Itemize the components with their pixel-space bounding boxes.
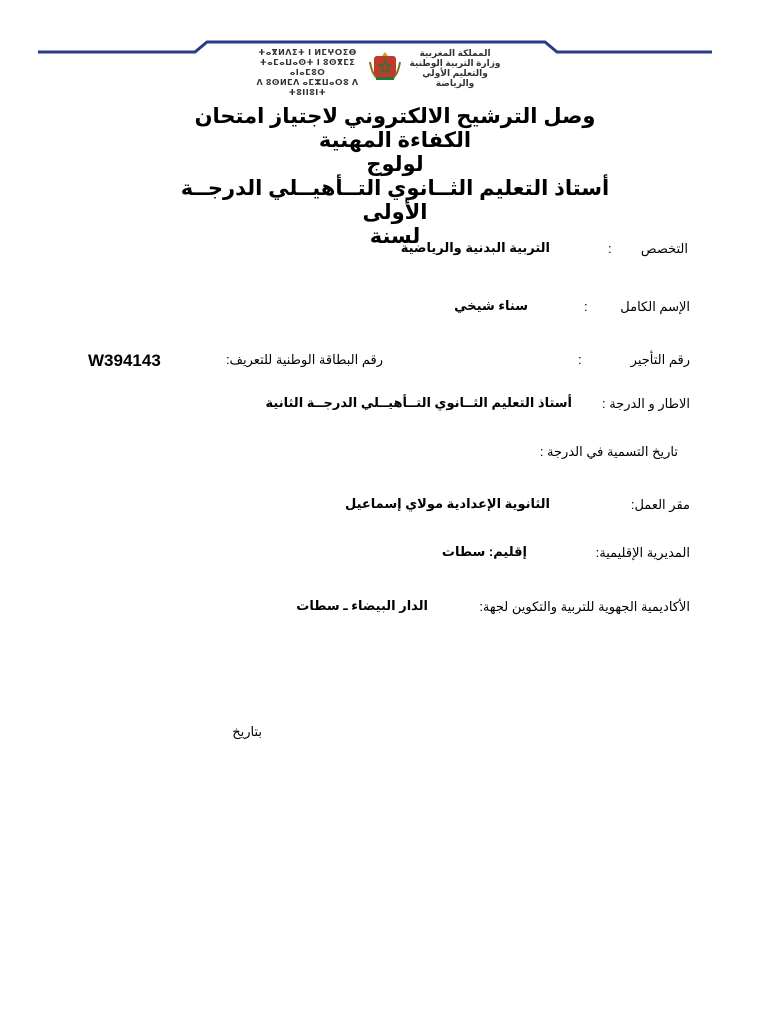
- fullname-label: الإسم الكامل: [620, 299, 690, 314]
- title-line-1: وصل الترشيح الالكتروني لاجتياز امتحان الكفاءة المهنية: [194, 105, 596, 152]
- salary-label: رقم التأجير: [630, 352, 690, 367]
- fullname-colon: :: [584, 299, 588, 314]
- moroccan-coat-of-arms-icon: [368, 48, 402, 82]
- ministry-tif-line: ⵜⴰⵎⴰⵡⴰⵙⵜ ⵏ ⵓⵙⴳⵎⵉ ⴰⵏⴰⵎⵓⵔ: [259, 58, 356, 77]
- grade-label: الاطار و الدرجة :: [601, 396, 690, 411]
- specialty-colon: :: [608, 241, 612, 256]
- directorate-label: المديرية الإقليمية:: [595, 545, 690, 560]
- academy-value: الدار البيضاء ـ سطات: [296, 598, 428, 613]
- title-line-3: أستاذ التعليم الثــانوي التــأهيــلي الدرجــة الأولى: [180, 177, 610, 224]
- ministry-tifinagh: [250, 48, 365, 98]
- appointment-date-label: تاريخ التسمية في الدرجة :: [539, 444, 678, 459]
- ministry-ar-line: والتعليم الأولي والرياضة: [422, 68, 488, 88]
- salary-colon: :: [578, 352, 582, 367]
- document-title: [170, 105, 620, 249]
- date-label: بتاريخ: [232, 724, 262, 739]
- title-line-2: لولوج: [366, 153, 424, 176]
- specialty-value: التربية البدنية والرياضية: [400, 240, 550, 255]
- grade-value: أستاذ التعليم الثــانوي التــأهيــلي الدرجــة الثانية: [265, 395, 572, 410]
- cin-label: رقم البطاقة الوطنية للتعريف:: [225, 352, 383, 367]
- academy-label: الأكاديمية الجهوية للتربية والتكوين لجهة:: [479, 599, 690, 614]
- ministry-ar-line: المملكة المغربية: [419, 48, 491, 58]
- specialty-label: التخصص: [640, 241, 688, 256]
- cin-value: W394143: [88, 351, 161, 370]
- workplace-label: مقر العمل:: [630, 497, 690, 512]
- directorate-value: إقليم: سطات: [441, 544, 527, 559]
- title-line-4: لسنة: [369, 225, 421, 248]
- ministry-ar-line: وزارة التربية الوطنية: [409, 58, 501, 68]
- workplace-value: الثانوية الإعدادية مولاي إسماعيل: [345, 496, 550, 511]
- fullname-value: سناء شيخي: [454, 298, 528, 313]
- ministry-tif-line: ⴷ ⵓⵙⵍⵎⴷ ⴰⵎⵣⵡⴰⵔⵓ ⴷ ⵜⵓⵏⵏⵓⵏⵜ: [256, 78, 359, 97]
- ministry-tif-line: ⵜⴰⴳⵍⴷⵉⵜ ⵏ ⵍⵎⵖⵔⵉⴱ: [258, 48, 357, 57]
- ministry-arabic: [405, 48, 505, 88]
